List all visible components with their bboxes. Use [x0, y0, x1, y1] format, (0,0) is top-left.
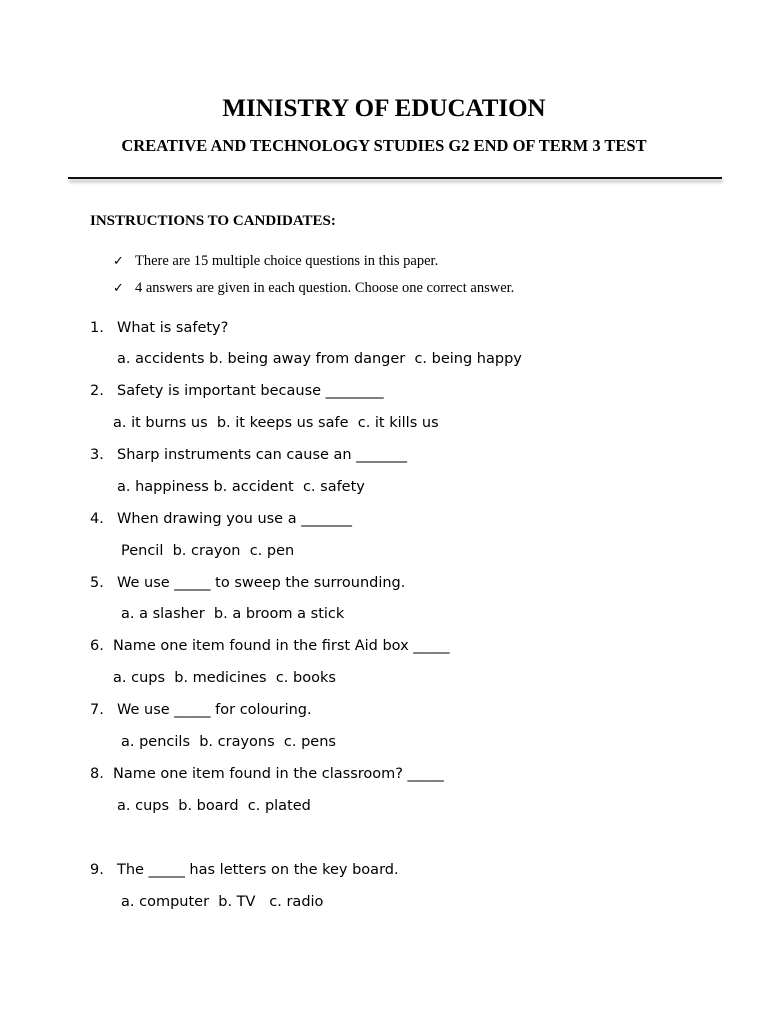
instruction-item — [113, 252, 438, 271]
question-number: 2. — [90, 383, 104, 399]
page-title: MINISTRY OF EDUCATION — [222, 95, 546, 122]
question-number: 6. — [90, 638, 104, 654]
question-options: a. computer b. TV c. radio — [121, 894, 324, 910]
question-number: 3. — [90, 447, 104, 463]
question-number: 9. — [90, 862, 104, 878]
question-options: a. it burns us b. it keeps us safe c. it kills us — [113, 415, 439, 431]
instruction-text: 4 answers are given in each question. Choose one correct answer. — [135, 280, 515, 296]
question-text: Sharp instruments can cause an _______ — [117, 447, 407, 463]
question-number: 5. — [90, 575, 104, 591]
question-options: Pencil b. crayon c. pen — [121, 543, 295, 559]
question-text: Name one item found in the first Aid box _____ — [113, 638, 450, 654]
question-text: Safety is important because ________ — [117, 383, 384, 399]
question-options: a. a slasher b. a broom a stick — [121, 606, 345, 622]
question-options: a. cups b. medicines c. books — [113, 670, 336, 686]
question-options: a. cups b. board c. plated — [117, 798, 311, 814]
question-options: a. pencils b. crayons c. pens — [121, 734, 336, 750]
checkmark-icon: ✓ — [113, 281, 124, 296]
question-text: When drawing you use a _______ — [117, 511, 352, 527]
question-text: The _____ has letters on the key board. — [117, 862, 399, 878]
instructions-heading: INSTRUCTIONS TO CANDIDATES: — [90, 213, 336, 229]
exam-subtitle: CREATIVE AND TECHNOLOGY STUDIES G2 END OF TERM 3 TEST — [121, 136, 647, 155]
question-text: We use _____ to sweep the surrounding. — [117, 575, 406, 591]
checkmark-icon: ✓ — [113, 254, 124, 269]
question-text: What is safety? — [117, 320, 229, 336]
question-text: We use _____ for colouring. — [117, 702, 312, 718]
instruction-text: There are 15 multiple choice questions in this paper. — [135, 253, 439, 269]
question-text: Name one item found in the classroom? _____ — [113, 766, 444, 782]
question-number: 4. — [90, 511, 104, 527]
instruction-item — [113, 279, 514, 298]
header-divider — [68, 177, 722, 179]
question-options: a. accidents b. being away from danger c. being happy — [117, 351, 522, 367]
question-number: 1. — [90, 320, 104, 336]
question-number: 8. — [90, 766, 104, 782]
question-number: 7. — [90, 702, 104, 718]
question-options: a. happiness b. accident c. safety — [117, 479, 365, 495]
